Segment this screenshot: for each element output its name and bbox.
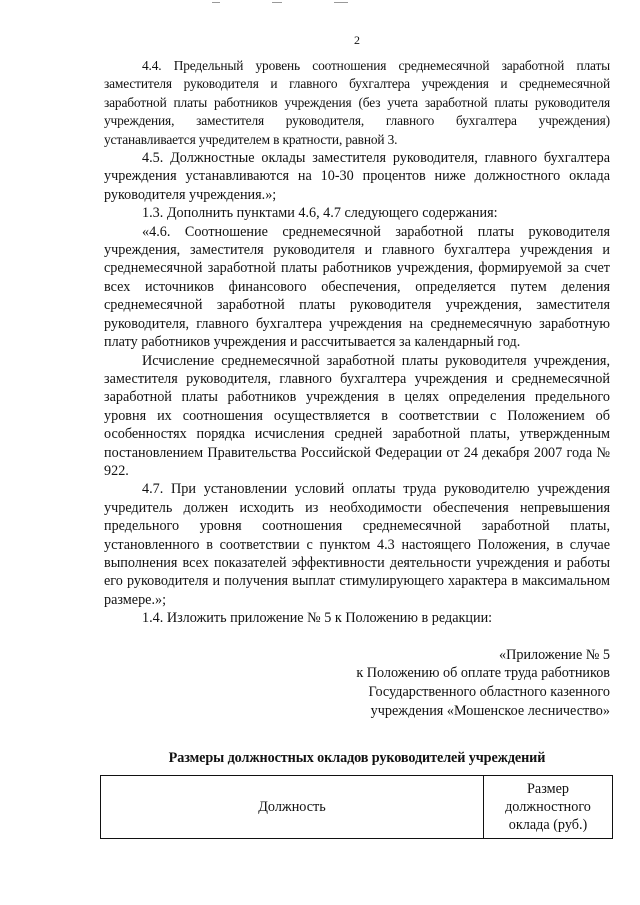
page-number: 2	[354, 33, 360, 47]
appendix-line: к Положению об оплате труда работников	[356, 665, 610, 682]
table-title: Размеры должностных окладов руководителей учреждений	[168, 749, 546, 766]
paragraph-4-5: 4.5. Должностные оклады заместителя руководителя, главного бухгалтера учреждения устанавливаются на 10-30 процентов ниже должностного оклада руководителя учреждения.»;	[104, 150, 610, 203]
scan-artifact	[212, 2, 220, 3]
header-salary-line: должностного	[505, 799, 591, 815]
salary-table	[100, 775, 613, 839]
paragraph-4-7: 4.7. При установлении условий оплаты труда руководителю учреждения учредитель должен исходить из необходимости обеспечения непревышения предельного уровня соотношения среднемесячной заработной платы, установленного в соответствии с пунктом 4.3 настоящего Положения, в случае выполнения всех показателей эффективности деятельности учреждения и работы его руководителя и получения выплат стимулирующего характера в максимальном размере.»;	[104, 481, 610, 608]
header-salary-line: Размер	[527, 781, 569, 797]
header-salary-size	[484, 776, 613, 839]
scan-artifact	[334, 2, 348, 3]
scan-artifact	[272, 2, 282, 3]
header-salary-line: оклада (руб.)	[508, 817, 588, 833]
header-position: Должность	[101, 776, 484, 839]
paragraph-4-6: «4.6. Соотношение среднемесячной заработной платы руководителя учреждения, заместителя руководителя и главного бухгалтера учреждения и среднемесячной заработной платы работников учреждения, формируемой за счет всех источников финансового обеспечения, определяется путем деления среднемесячной заработной платы руководителя учреждения, заместителя руководителя, главного бухгалтера учреждения на среднемесячную заработную плату работников учреждения и рассчитывается за календарный год.	[104, 223, 610, 351]
appendix-line: учреждения «Мошенское лесничество»	[370, 702, 610, 719]
paragraph-1-4: 1.4. Изложить приложение № 5 к Положению в редакции:	[142, 610, 493, 627]
appendix-header	[104, 646, 610, 721]
table-header-row	[101, 776, 613, 839]
paragraph-4-4: 4.4. Предельный уровень соотношения среднемесячной заработной платы заместителя руководителя и главного бухгалтера учреждения и среднемесячной заработной платы работников учреждения (без учета заработной платы руководителя учреждения, заместителя руководителя, главного бухгалтера учреждения) устанавливается учредителем в кратности, равной 3.	[104, 58, 610, 147]
paragraph-1-3: 1.3. Дополнить пунктами 4.6, 4.7 следующего содержания:	[142, 205, 498, 222]
document-body	[104, 57, 610, 767]
paragraph-calculation: Исчисление среднемесячной заработной платы руководителя учреждения, заместителя руководителя, главного бухгалтера учреждения и среднемесячной заработной платы работников учреждения в целях определения предельного уровня их соотношения осуществляется в соответствии с Положением об особенностях порядка исчисления средней заработной платы, утвержденным постановлением Правительства Российской Федерации от 24 декабря 2007 года № 922.	[104, 352, 610, 479]
appendix-line: «Приложение № 5	[499, 646, 610, 663]
appendix-line: Государственного областного казенного	[368, 684, 610, 701]
